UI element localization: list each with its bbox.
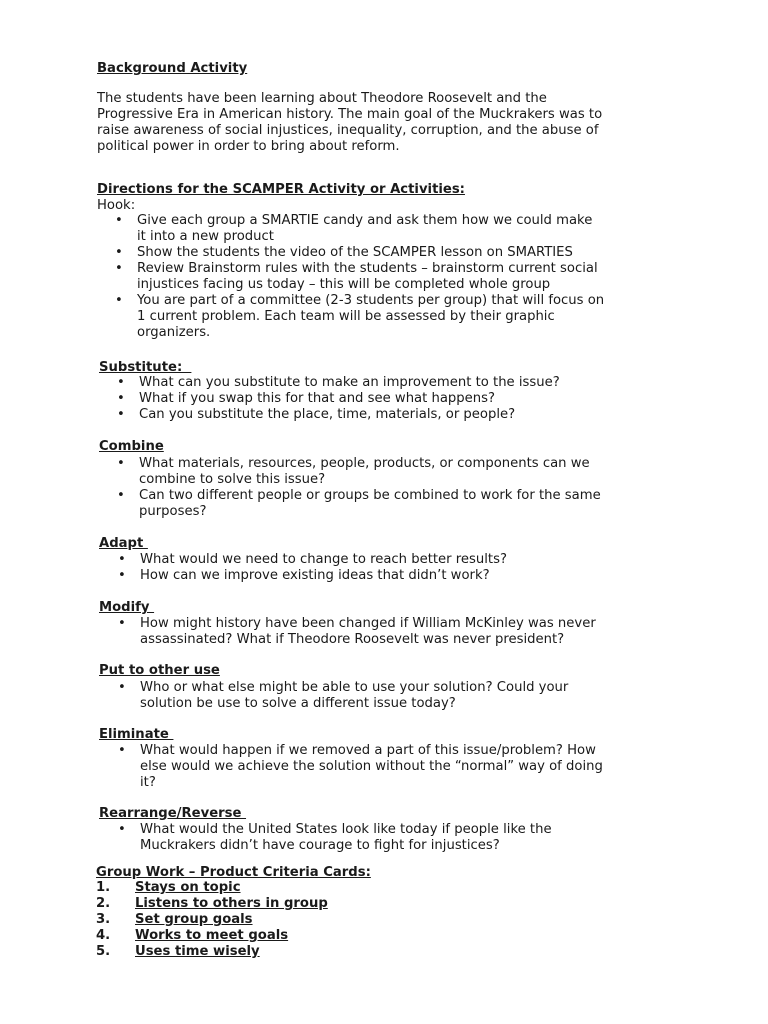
criteria-item: 5. Uses time wisely: [96, 944, 260, 959]
criteria-item: 3. Set group goals: [96, 912, 253, 927]
list-item: • How can we improve existing ideas that didn’t work?: [118, 568, 490, 583]
put-to-other-use-list: [118, 680, 588, 712]
combine-list: [117, 456, 605, 520]
hook-label: Hook:: [97, 198, 136, 213]
adapt-heading: Adapt: [99, 536, 148, 551]
bullet-icon: •: [117, 456, 125, 471]
bullet-icon: •: [118, 552, 126, 567]
rearrange-heading: Rearrange/Reverse: [99, 806, 247, 821]
bullet-icon: •: [118, 743, 126, 758]
list-item: • What can you substitute to make an improvement to the issue?: [117, 375, 560, 390]
bullet-icon: •: [115, 261, 123, 276]
list-item: • Give each group a SMARTIE candy and ask them how we could make it into a new product: [115, 213, 593, 244]
criteria-list: [96, 880, 328, 960]
group-work-heading: Group Work – Product Criteria Cards:: [96, 865, 371, 880]
background-heading: Background Activity: [97, 61, 248, 76]
bullet-icon: •: [115, 293, 123, 308]
list-item: • What would we need to change to reach better results?: [118, 552, 507, 567]
modify-list: [118, 616, 610, 648]
list-item: • What materials, resources, people, products, or components can we combine to solve this issue?: [117, 456, 590, 487]
adapt-list: [118, 552, 608, 584]
directions-list: [115, 213, 605, 341]
bullet-icon: •: [115, 245, 123, 260]
list-item: • You are part of a committee (2-3 students per group) that will focus on 1 current problem. Each team will be assessed by their graphic organizers.: [115, 293, 605, 340]
bullet-icon: •: [118, 616, 126, 631]
list-item: • Review Brainstorm rules with the students – brainstorm current social injustices facing us today – this will be completed whole group: [115, 261, 598, 292]
rearrange-list: [118, 822, 588, 854]
list-item: • Can two different people or groups be combined to work for the same purposes?: [117, 488, 601, 519]
criteria-item: 2. Listens to others in group: [96, 896, 328, 911]
modify-heading: Modify: [99, 600, 155, 615]
list-item: • What would happen if we removed a part of this issue/problem? How else would we achieve the solution without the “normal” way of doing it?: [118, 743, 603, 790]
bullet-icon: •: [117, 375, 125, 390]
list-item: • What would the United States look like today if people like the Muckrakers didn’t have courage to fight for injustices?: [118, 822, 552, 853]
bullet-icon: •: [117, 488, 125, 503]
criteria-item: 1. Stays on topic: [96, 880, 241, 895]
background-paragraph: The students have been learning about Theodore Roosevelt and the Progressive Era in American history. The main goal of the Muckrakers was to raise awareness of social injustices, inequality, corruption, and the abuse of political power in order to bring about reform.: [97, 91, 603, 154]
substitute-heading: Substitute:: [99, 360, 192, 375]
bullet-icon: •: [118, 680, 126, 695]
bullet-icon: •: [117, 407, 125, 422]
list-item: • Can you substitute the place, time, materials, or people?: [117, 407, 516, 422]
directions-heading: Directions for the SCAMPER Activity or Activities:: [97, 182, 465, 197]
eliminate-heading: Eliminate: [99, 727, 174, 742]
eliminate-list: [118, 743, 613, 791]
substitute-list: [117, 375, 607, 423]
list-item: • Who or what else might be able to use your solution? Could your solution be use to solve a different issue today?: [118, 680, 569, 711]
bullet-icon: •: [118, 822, 126, 837]
bullet-icon: •: [117, 391, 125, 406]
bullet-icon: •: [118, 568, 126, 583]
list-item: • How might history have been changed if William McKinley was never assassinated? What if Theodore Roosevelt was never president?: [118, 616, 596, 647]
bullet-icon: •: [115, 213, 123, 228]
list-item: • Show the students the video of the SCAMPER lesson on SMARTIES: [115, 245, 573, 260]
put-to-other-use-heading: Put to other use: [99, 663, 220, 678]
criteria-item: 4. Works to meet goals: [96, 928, 289, 943]
list-item: • What if you swap this for that and see what happens?: [117, 391, 496, 406]
combine-heading: Combine: [99, 439, 164, 454]
